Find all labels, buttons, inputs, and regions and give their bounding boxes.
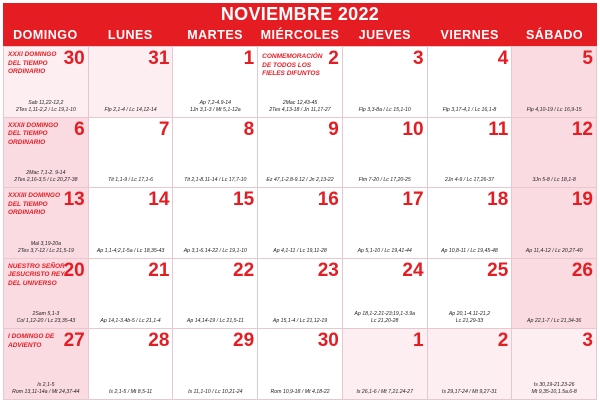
liturgical-readings: Ap 15,1-4 / Lc 21,12-19 (272, 318, 328, 325)
day-cell (258, 259, 343, 330)
feast-label: XXXII DOMINGO DEL TIEMPO ORDINARIO (8, 121, 59, 146)
liturgical-readings: Tit 2,1-8.11-14 / Lc 17,7-10 (184, 177, 247, 184)
weekday-saturday: SÁBADO (525, 28, 584, 42)
liturgical-readings: Ap 7,2-4.9-14 1Jn 3,1-3 / Mt 5,1-12a (189, 99, 241, 113)
liturgical-readings: Flp 3,3-8a / Lc 15,1-10 (358, 106, 411, 113)
liturgical-readings: 2Jn 4-9 / Lc 17,26-37 (444, 177, 494, 184)
liturgical-readings: Is 11,1-10 / Lc 10,21-24 (188, 388, 243, 395)
day-cell (89, 118, 174, 189)
liturgical-readings: Flp 2,1-4 / Lc 14,12-14 (104, 106, 157, 113)
day-number: 3 (412, 48, 424, 69)
day-cell (173, 259, 258, 330)
day-cell (173, 329, 258, 400)
liturgical-readings: Is 29,17-24 / Mt 9,27-31 (441, 388, 497, 395)
liturgical-readings: Ap 20,1-4.11-21,2 Lc 21,29-33 (448, 311, 490, 325)
day-cell (428, 259, 513, 330)
liturgical-readings: Ap 14,14-19 / Lc 21,5-11 (186, 318, 244, 325)
liturgical-readings: Is 26,1-6 / Mt 7,21.24-27 (356, 388, 413, 395)
liturgical-readings: Ez 47,1-2.8-9.12 / Jn 2,13-22 (266, 177, 334, 184)
day-number: 14 (148, 189, 170, 211)
day-number: 21 (148, 259, 170, 281)
day-number: 9 (328, 118, 339, 140)
day-cell (89, 188, 174, 259)
liturgical-readings: 2Mac 12,43-45 2Tes 4,13-18 / Jn 11,17-27 (269, 99, 331, 113)
weekday-wednesday: MIÉRCOLES (260, 28, 340, 42)
weekday-thursday: JUEVES (358, 28, 412, 42)
day-number: 30 (317, 330, 339, 352)
liturgical-readings: Ap 4,1-11 / Lc 19,11-28 (273, 247, 327, 254)
day-number: 29 (233, 330, 255, 352)
day-number: 13 (63, 189, 85, 211)
day-cell (89, 329, 174, 400)
weekday-sunday: DOMINGO (13, 28, 78, 42)
day-cell (173, 188, 258, 259)
day-number: 11 (488, 118, 509, 140)
day-number: 2 (328, 48, 339, 69)
day-number: 12 (571, 118, 593, 140)
day-cell (4, 259, 89, 330)
day-number: 5 (582, 48, 593, 69)
weekday-tuesday: MARTES (187, 28, 244, 42)
day-cell (512, 118, 597, 189)
day-number: 30 (63, 48, 85, 69)
day-number: 19 (571, 189, 593, 211)
calendar-title: NOVIEMBRE 2022 (3, 3, 597, 24)
liturgical-readings: Flp 4,10-19 / Lc 16,9-15 (526, 106, 582, 113)
day-cell (512, 47, 597, 118)
day-number: 28 (148, 330, 170, 352)
day-number: 10 (402, 118, 424, 140)
feast-label: XXXI DOMINGO DEL TIEMPO ORDINARIO (8, 51, 57, 75)
day-number: 8 (243, 118, 255, 140)
day-number: 16 (317, 189, 339, 211)
day-cell (173, 118, 258, 189)
day-cell (4, 329, 89, 400)
liturgical-readings: Rom 10,9-18 / Mt 4,18-22 (270, 388, 330, 395)
day-cell (512, 329, 597, 400)
liturgical-readings: 3Jn 5-8 / Lc 18,1-8 (532, 177, 576, 184)
day-number: 18 (487, 189, 509, 211)
liturgical-readings: Ap 11,4-12 / Lc 20,27-40 (525, 247, 583, 254)
day-cell (428, 188, 513, 259)
day-cell (173, 47, 258, 118)
liturgical-readings: Flp 3,17-4,1 / Lc 16,1-8 (442, 106, 497, 113)
liturgical-readings: Is 30,19-21.23-26 Mt 9,35-10,1.5a.6-8 (531, 381, 577, 395)
day-cell (258, 188, 343, 259)
day-cell (512, 188, 597, 259)
liturgical-readings: Ap 3,1-6.14-22 / Lc 19,1-10 (183, 247, 247, 254)
day-number: 17 (402, 189, 424, 211)
day-cell (343, 188, 428, 259)
day-number: 1 (412, 330, 424, 352)
day-number: 26 (571, 259, 593, 281)
day-number: 15 (233, 189, 255, 211)
day-cell (343, 329, 428, 400)
liturgical-readings: Is 2,1-5 Rom 13,11-14a / Mt 24,37-44 (12, 381, 80, 395)
liturgical-readings: Ap 18,1-2.21-23;19,1-3.9a Lc 21,20-28 (354, 311, 415, 325)
day-cell (343, 118, 428, 189)
weekday-monday: LUNES (107, 28, 153, 42)
day-number: 4 (497, 48, 509, 69)
liturgical-readings: Is 2,1-5 / Mt 8,5-11 (108, 388, 153, 395)
day-cell (258, 118, 343, 189)
day-cell (428, 47, 513, 118)
liturgical-readings: Tit 1,1-9 / Lc 17,1-6 (108, 177, 154, 184)
day-number: 24 (402, 259, 424, 281)
liturgical-readings: Ap 14,1-3.4b-5 / Lc 21,1-4 (100, 318, 161, 325)
day-number: 25 (487, 259, 509, 281)
feast-label: NUESTRO SEÑOR JESUCRISTO REY DEL UNIVERSO (8, 262, 65, 287)
liturgical-readings: 2Mac 7,1-2. 9-14 2Tes 2,16-3,5 / Lc 20,27-38 (14, 170, 78, 184)
day-cell (343, 259, 428, 330)
feast-label: XXXIII DOMINGO DEL TIEMPO ORDINARIO (8, 192, 61, 217)
day-number: 1 (243, 48, 255, 69)
liturgical-readings: Sab 11,22-12,2 2Tes 1,11-2,2 / Lc 19,1-10 (15, 99, 76, 113)
feast-label: CONMEMORACIÓN DE TODOS LOS FIELES DIFUNTOS (262, 53, 323, 77)
day-number: 23 (317, 259, 339, 281)
liturgical-readings: Ap 5,1-10 / Lc 19,41-44 (357, 247, 412, 254)
day-number: 31 (148, 48, 170, 69)
liturgical-readings: Flm 7-20 / Lc 17,20-25 (358, 177, 411, 184)
day-cell (89, 259, 174, 330)
liturgical-readings: Mal 3,19-20a 2Tes 3,7-12 / Lc 21,5-19 (17, 240, 74, 254)
day-cell (258, 47, 343, 118)
day-cell (258, 329, 343, 400)
day-cell (4, 118, 89, 189)
day-number: 3 (582, 330, 593, 352)
day-cell (4, 188, 89, 259)
liturgical-readings: Ap 1,1-4;2,1-5a / Lc 18,35-43 (96, 247, 165, 254)
day-cell (89, 47, 174, 118)
liturgical-readings: 2Sam 5,1-3 Col 1,12-20 / Lc 23,35-43 (16, 311, 76, 325)
day-cell (428, 118, 513, 189)
weekday-header-row (3, 24, 597, 46)
calendar (3, 3, 597, 400)
liturgical-readings: Ap 22,1-7 / Lc 21,34-36 (527, 318, 582, 325)
day-cell (512, 259, 597, 330)
day-cell (428, 329, 513, 400)
day-grid (3, 46, 597, 400)
liturgical-readings: Ap 10,8-11 / Lc 19,45-48 (441, 247, 498, 254)
weekday-friday: VIERNES (440, 28, 499, 42)
day-number: 20 (63, 259, 85, 281)
day-number: 6 (74, 118, 85, 140)
day-number: 27 (63, 330, 85, 352)
day-number: 7 (158, 118, 170, 140)
day-cell (4, 47, 89, 118)
day-cell (343, 47, 428, 118)
day-number: 2 (497, 330, 509, 352)
feast-label: I DOMINGO DE ADVIENTO (8, 333, 55, 349)
day-number: 22 (233, 259, 255, 281)
